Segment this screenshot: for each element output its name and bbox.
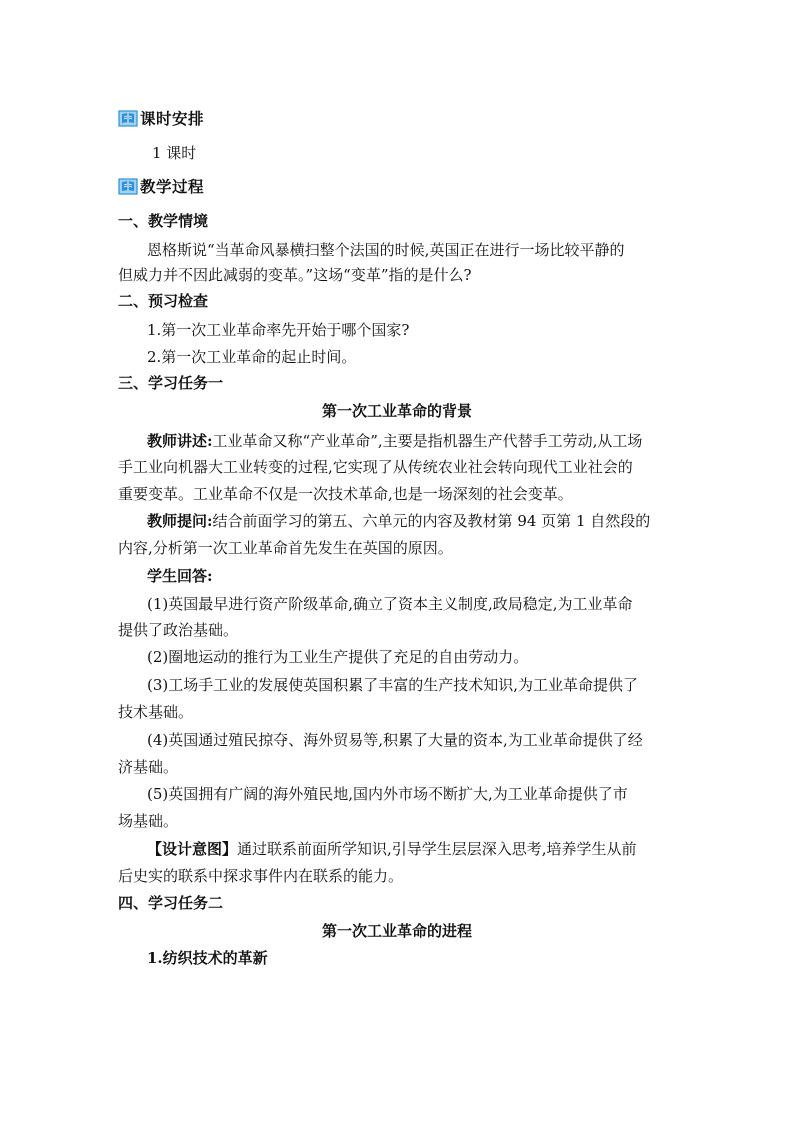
heading-task-two: 四、学习任务二 <box>118 894 224 912</box>
answer-line: (1)英国最早进行资产阶级革命,确立了资本主义制度,政局稳定,为工业革命 <box>147 595 633 613</box>
design-intent <box>147 839 637 859</box>
subheading-textile: 1.纺织技术的革新 <box>147 949 268 967</box>
answer-line: (4)英国通过殖民掠夺、海外贸易等,积累了大量的资本,为工业革命提供了经 <box>147 731 643 749</box>
class-hours: 1 课时 <box>152 144 197 162</box>
heading-task-one: 三、学习任务一 <box>118 374 224 392</box>
subtitle-process: 第一次工业革命的进程 <box>321 922 472 940</box>
book-icon <box>118 108 138 128</box>
paragraph-line: 内容,分析第一次工业革命首先发生在英国的原因。 <box>118 539 453 557</box>
section-title: 课时安排 <box>140 109 205 128</box>
teacher-question <box>147 511 650 531</box>
answer-line: 济基础。 <box>118 758 179 776</box>
book-icon <box>118 176 138 196</box>
label-student-answer: 学生回答: <box>147 567 213 585</box>
design-text: 通过联系前面所学知识,引导学生层层深入思考,培养学生从前 <box>237 840 637 858</box>
answer-line: 场基础。 <box>118 812 179 830</box>
answer-line: (3)工场手工业的发展使英国积累了丰富的生产技术知识,为工业革命提供了 <box>147 676 639 694</box>
question-text: 结合前面学习的第五、六单元的内容及教材第 94 页第 1 自然段的 <box>212 512 651 530</box>
answer-line: 提供了政治基础。 <box>118 621 239 639</box>
section-header-schedule <box>118 107 204 129</box>
heading-preview-check: 二、预习检查 <box>118 292 209 310</box>
paragraph-line: 但威力并不因此减弱的变革。”这场“变革”指的是什么? <box>118 266 472 284</box>
preview-question: 2.第一次工业革命的起止时间。 <box>147 348 357 366</box>
heading-teaching-context: 一、教学情境 <box>118 212 209 230</box>
paragraph-line: 恩格斯说“当革命风暴横扫整个法国的时候,英国正在进行一场比较平静的 <box>147 241 625 259</box>
section-title: 教学过程 <box>140 177 205 196</box>
preview-question: 1.第一次工业革命率先开始于哪个国家? <box>147 321 410 339</box>
teacher-narration <box>147 431 642 451</box>
subtitle-background: 第一次工业革命的背景 <box>321 402 472 420</box>
narration-text: 工业革命又称“产业革命”,主要是指机器生产代替手工劳动,从工场 <box>212 432 643 450</box>
paragraph-line: 重要变革。工业革命不仅是一次技术革命,也是一场深刻的社会变革。 <box>118 485 573 503</box>
label-design-intent: 【设计意图】 <box>147 840 238 858</box>
label-teacher-narration: 教师讲述: <box>147 432 213 450</box>
paragraph-line: 后史实的联系中探求事件内在联系的能力。 <box>118 867 404 885</box>
section-header-process <box>118 175 204 197</box>
answer-line: (2)圈地运动的推行为工业生产提供了充足的自由劳动力。 <box>147 648 529 666</box>
paragraph-line: 手工业向机器大工业转变的过程,它实现了从传统农业社会转向现代工业社会的 <box>118 458 633 476</box>
label-teacher-question: 教师提问: <box>147 512 213 530</box>
answer-line: 技术基础。 <box>118 703 194 721</box>
answer-line: (5)英国拥有广阔的海外殖民地,国内外市场不断扩大,为工业革命提供了市 <box>147 785 628 803</box>
